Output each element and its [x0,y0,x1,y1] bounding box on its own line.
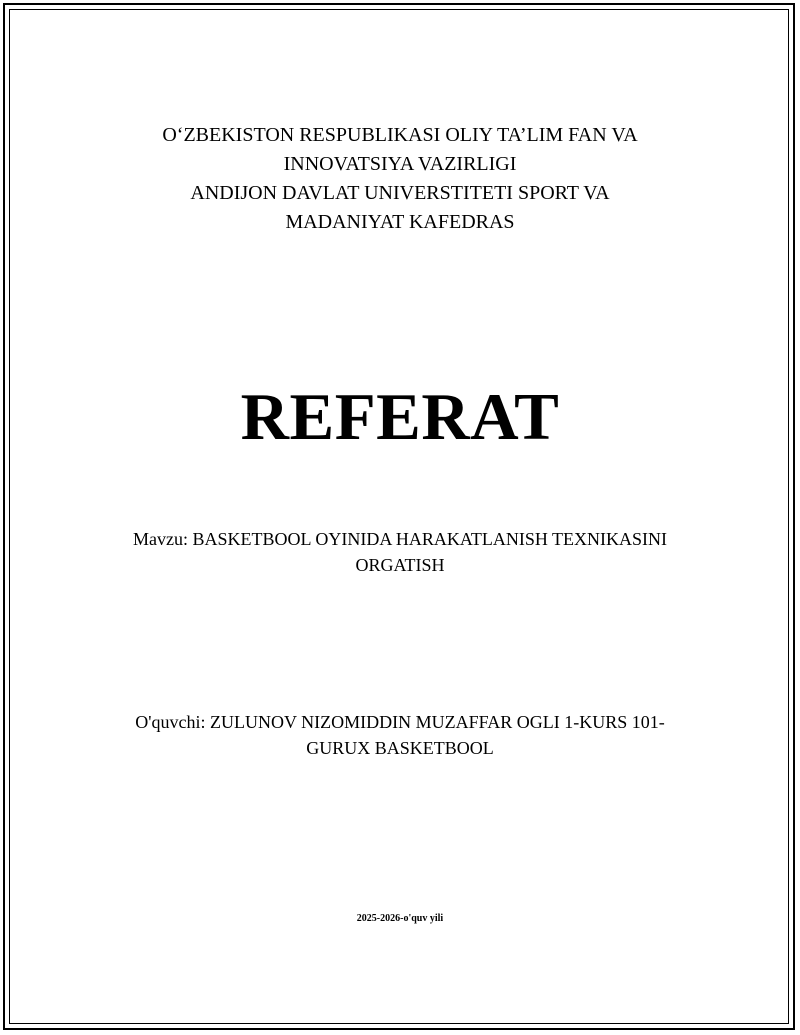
ministry-line: MADANIYAT KAFEDRAS [285,211,515,233]
academic-year: 2025-2026-o'quv yili [356,913,444,924]
ministry-line: ANDIJON DAVLAT UNIVERSTITETI SPORT VA [190,182,610,204]
ministry-line: INNOVATSIYA VAZIRLIGI [283,153,517,175]
ministry-header [0,121,800,237]
topic-block [0,526,800,578]
ministry-line: O‘ZBEKISTON RESPUBLIKASI OLIY TA’LIM FAN VA [162,124,638,146]
student-line: GURUX BASKETBOOL [306,738,494,758]
topic-line: Mavzu: BASKETBOOL OYINIDA HARAKATLANISH TEXNIKASINI [133,529,667,549]
document-title: REFERAT [240,380,560,454]
student-block [0,709,800,761]
student-line: O'quvchi: ZULUNOV NIZOMIDDIN MUZAFFAR OGLI 1-KURS 101- [135,712,665,732]
topic-line: ORGATISH [355,555,445,575]
